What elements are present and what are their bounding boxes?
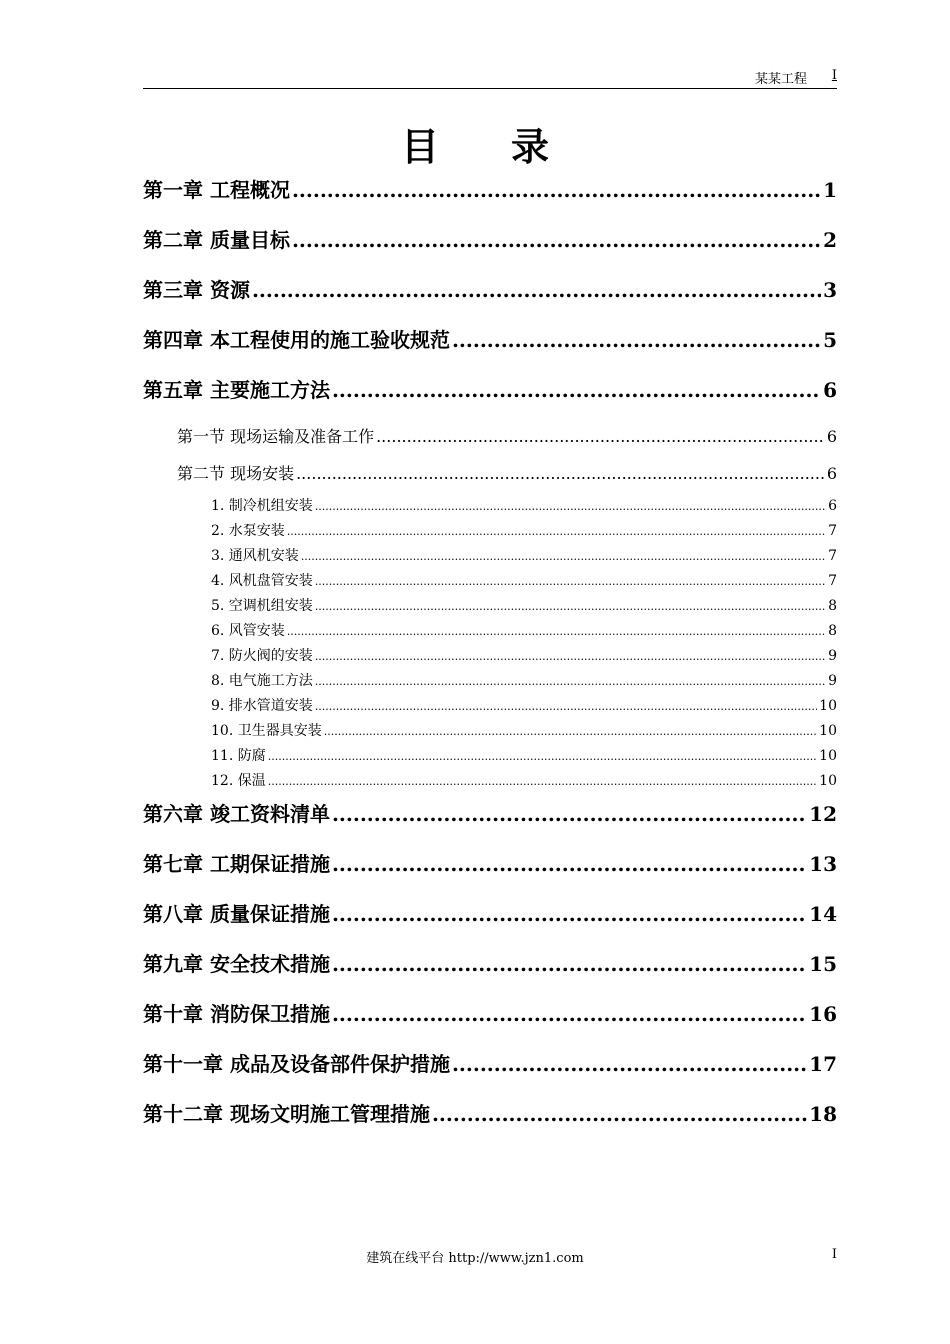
toc-entry[interactable] xyxy=(143,896,837,946)
header-page-number: I xyxy=(831,68,837,83)
toc-entry[interactable] xyxy=(143,496,837,521)
toc-entry-label: 9. 排水管道安装 xyxy=(211,698,313,714)
toc-leader-dots xyxy=(252,272,821,308)
toc-entry[interactable] xyxy=(143,721,837,746)
toc-leader-dots xyxy=(301,547,826,567)
toc-entry[interactable] xyxy=(143,322,837,372)
toc-leader-dots xyxy=(315,597,826,617)
toc-entry-page: 15 xyxy=(809,952,837,976)
toc-entry-page: 7 xyxy=(828,573,837,589)
toc-entry[interactable] xyxy=(143,671,837,696)
toc-entry[interactable] xyxy=(143,646,837,671)
toc-entry-label: 12. 保温 xyxy=(211,773,266,789)
toc-entry-label: 第七章 工期保证措施 xyxy=(143,852,330,876)
toc-leader-dots xyxy=(452,322,821,358)
toc-entry-page: 3 xyxy=(823,278,837,302)
toc-leader-dots xyxy=(332,372,821,408)
toc-entry[interactable] xyxy=(143,571,837,596)
toc-leader-dots xyxy=(376,422,825,452)
toc-entry[interactable] xyxy=(143,222,837,272)
toc-entry[interactable] xyxy=(143,1046,837,1096)
toc-leader-dots xyxy=(287,522,826,542)
toc-entry-label: 5. 空调机组安装 xyxy=(211,598,313,614)
toc-entry-label: 10. 卫生器具安装 xyxy=(211,723,322,739)
toc-entry-page: 12 xyxy=(809,802,837,826)
toc-entry[interactable] xyxy=(143,696,837,721)
toc-entry-page: 6 xyxy=(826,464,837,483)
toc-leader-dots xyxy=(292,172,821,208)
toc-leader-dots xyxy=(292,222,821,258)
toc-leader-dots xyxy=(332,846,807,882)
toc-entry-label: 1. 制冷机组安装 xyxy=(211,498,313,514)
toc-entry[interactable] xyxy=(143,846,837,896)
toc-leader-dots xyxy=(332,896,807,932)
toc-leader-dots xyxy=(332,946,807,982)
toc-entry-label: 第二节 现场安装 xyxy=(177,464,295,483)
toc-entry[interactable] xyxy=(143,996,837,1046)
header-title: 某某工程 xyxy=(754,72,807,87)
toc-leader-dots xyxy=(315,647,826,667)
toc-entry-label: 7. 防火阀的安装 xyxy=(211,648,313,664)
toc-entry-label: 8. 电气施工方法 xyxy=(211,673,313,689)
toc-entry-label: 第四章 本工程使用的施工验收规范 xyxy=(143,328,450,352)
toc-entry-label: 第八章 质量保证措施 xyxy=(143,902,330,926)
toc-entry-label: 6. 风管安装 xyxy=(211,623,285,639)
toc-entry-label: 3. 通风机安装 xyxy=(211,548,299,564)
toc-leader-dots xyxy=(268,747,817,767)
toc-entry-page: 8 xyxy=(828,623,837,639)
toc-entry[interactable] xyxy=(143,796,837,846)
toc-entry-page: 9 xyxy=(828,648,837,664)
table-of-contents xyxy=(143,172,837,1146)
toc-entry-page: 13 xyxy=(809,852,837,876)
document-title: 目录 xyxy=(400,125,621,169)
toc-entry-label: 第六章 竣工资料清单 xyxy=(143,802,330,826)
toc-entry-label: 第一章 工程概况 xyxy=(143,178,290,202)
toc-entry-label: 11. 防腐 xyxy=(211,748,266,764)
toc-entry[interactable] xyxy=(143,372,837,422)
toc-entry[interactable] xyxy=(143,746,837,771)
toc-entry[interactable] xyxy=(143,621,837,646)
toc-entry[interactable] xyxy=(143,771,837,796)
toc-leader-dots xyxy=(296,459,825,489)
toc-entry-page: 10 xyxy=(819,723,837,739)
toc-entry-page: 5 xyxy=(823,328,837,352)
toc-leader-dots xyxy=(452,1046,807,1082)
toc-entry-label: 第十章 消防保卫措施 xyxy=(143,1002,330,1026)
toc-entry-label: 第一节 现场运输及准备工作 xyxy=(177,427,375,446)
footer-page-number: I xyxy=(831,1247,837,1262)
toc-entry[interactable] xyxy=(143,459,837,496)
toc-entry[interactable] xyxy=(143,946,837,996)
toc-entry-label: 第十一章 成品及设备部件保护措施 xyxy=(143,1052,450,1076)
toc-leader-dots xyxy=(332,796,807,832)
toc-leader-dots xyxy=(315,672,826,692)
toc-entry-page: 18 xyxy=(809,1102,837,1126)
toc-entry-label: 第五章 主要施工方法 xyxy=(143,378,330,402)
toc-entry-label: 4. 风机盘管安装 xyxy=(211,573,313,589)
toc-entry-page: 10 xyxy=(819,698,837,714)
toc-entry-page: 14 xyxy=(809,902,837,926)
toc-leader-dots xyxy=(332,996,807,1032)
toc-leader-dots xyxy=(287,622,826,642)
toc-entry-label: 第十二章 现场文明施工管理措施 xyxy=(143,1102,430,1126)
toc-entry-label: 第九章 安全技术措施 xyxy=(143,952,330,976)
toc-leader-dots xyxy=(432,1096,807,1132)
toc-entry-page: 16 xyxy=(809,1002,837,1026)
toc-leader-dots xyxy=(324,722,817,742)
toc-entry-page: 2 xyxy=(823,228,837,252)
toc-entry[interactable] xyxy=(143,422,837,459)
page-header xyxy=(143,66,837,89)
toc-entry-label: 2. 水泵安装 xyxy=(211,523,285,539)
toc-entry-label: 第二章 质量目标 xyxy=(143,228,290,252)
toc-entry-page: 9 xyxy=(828,673,837,689)
toc-entry[interactable] xyxy=(143,596,837,621)
toc-entry[interactable] xyxy=(143,521,837,546)
toc-entry-label: 第三章 资源 xyxy=(143,278,250,302)
toc-entry-page: 6 xyxy=(828,498,837,514)
toc-entry-page: 6 xyxy=(823,378,837,402)
toc-entry-page: 10 xyxy=(819,748,837,764)
toc-entry[interactable] xyxy=(143,172,837,222)
toc-entry[interactable] xyxy=(143,546,837,571)
toc-entry-page: 7 xyxy=(828,523,837,539)
toc-entry[interactable] xyxy=(143,1096,837,1146)
toc-entry-page: 6 xyxy=(826,427,837,446)
toc-leader-dots xyxy=(315,572,826,592)
footer-text: 建筑在线平台 http://www.jzn1.com xyxy=(366,1251,584,1266)
toc-entry-page: 7 xyxy=(828,548,837,564)
toc-entry-page: 8 xyxy=(828,598,837,614)
toc-leader-dots xyxy=(315,697,817,717)
toc-leader-dots xyxy=(268,772,817,792)
toc-entry-page: 10 xyxy=(819,773,837,789)
toc-entry-page: 17 xyxy=(809,1052,837,1076)
toc-entry[interactable] xyxy=(143,272,837,322)
toc-entry-page: 1 xyxy=(823,178,837,202)
toc-leader-dots xyxy=(315,497,826,517)
